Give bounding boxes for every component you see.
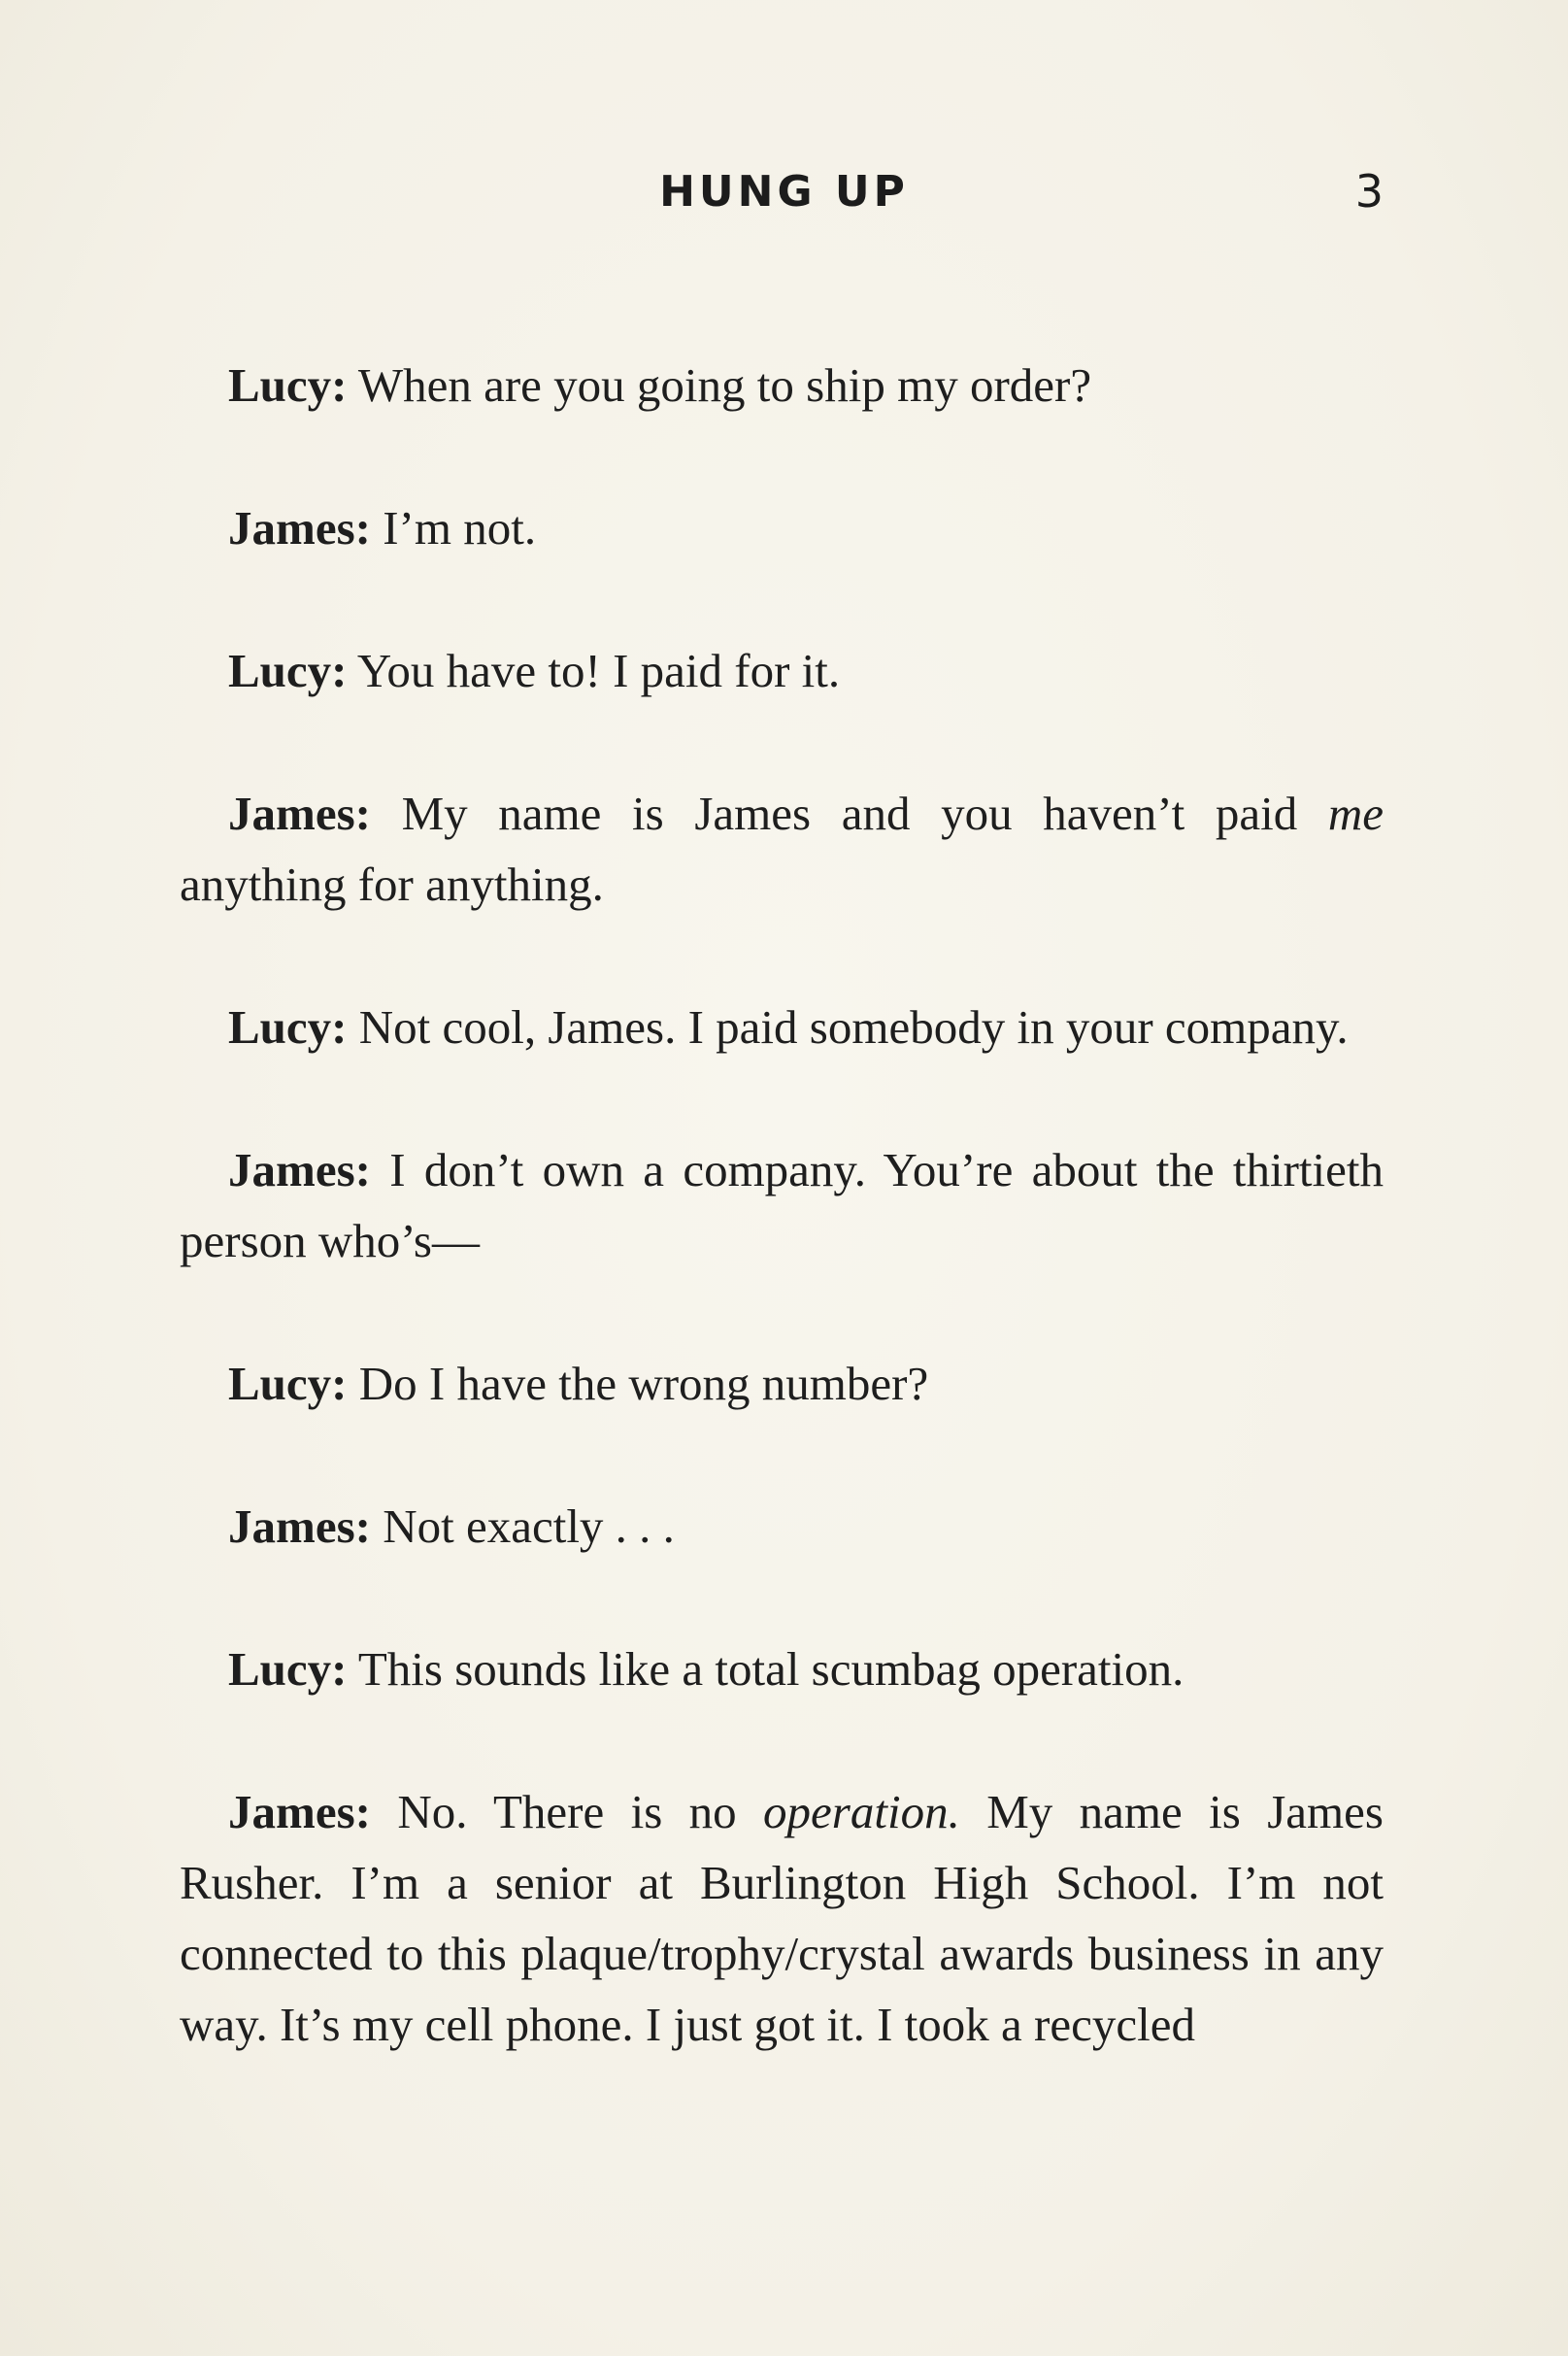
dialogue-line [180,1134,1384,1276]
dialogue-line [180,992,1384,1062]
emphasis-text: me [1327,787,1384,840]
line-text: My name is James Rusher. I’m a senior at Burlington High School. I’m not connected to this plaque/trophy/crystal awards business in any way. It’s my cell phone. I just got it. I took a recycled [180,1785,1384,2051]
line-text: I don’t own a company. You’re about the thirtieth person who’s— [180,1143,1384,1267]
line-text: Not cool, James. I paid somebody in your company. [347,1000,1349,1054]
dialogue-line [180,1491,1384,1562]
dialogue-line [180,492,1384,563]
speaker-name: James: [228,1499,371,1553]
speaker-name: Lucy: [228,1357,348,1410]
speaker-name: Lucy: [228,644,348,697]
line-text: I’m not. [370,501,537,555]
dialogue-line [180,778,1384,920]
speaker-name: Lucy: [228,358,348,412]
line-text: Do I have the wrong number? [347,1357,929,1410]
line-text: No. There is no [370,1785,764,1838]
page-number: 3 [1354,165,1384,218]
line-text: You have to! I paid for it. [347,644,841,697]
speaker-name: James: [228,1143,371,1196]
dialogue-line [180,635,1384,706]
speaker-name: James: [228,501,371,555]
dialogue-line [180,1348,1384,1419]
speaker-name: Lucy: [228,1642,348,1696]
emphasis-text: operation. [763,1785,960,1838]
speaker-name: Lucy: [228,1000,348,1054]
line-text: My name is James and you haven’t paid [370,787,1328,840]
line-text: Not exactly . . . [370,1499,675,1553]
line-text: This sounds like a total scumbag operation. [347,1642,1184,1696]
dialogue-body [180,350,1384,2132]
speaker-name: James: [228,787,371,840]
running-title: HUNG UP [659,167,909,217]
dialogue-line [180,1776,1384,2060]
line-text: anything for anything. [180,858,604,911]
line-text: When are you going to ship my order? [347,358,1092,412]
dialogue-line [180,350,1384,421]
dialogue-line [180,1633,1384,1704]
speaker-name: James: [228,1785,371,1838]
